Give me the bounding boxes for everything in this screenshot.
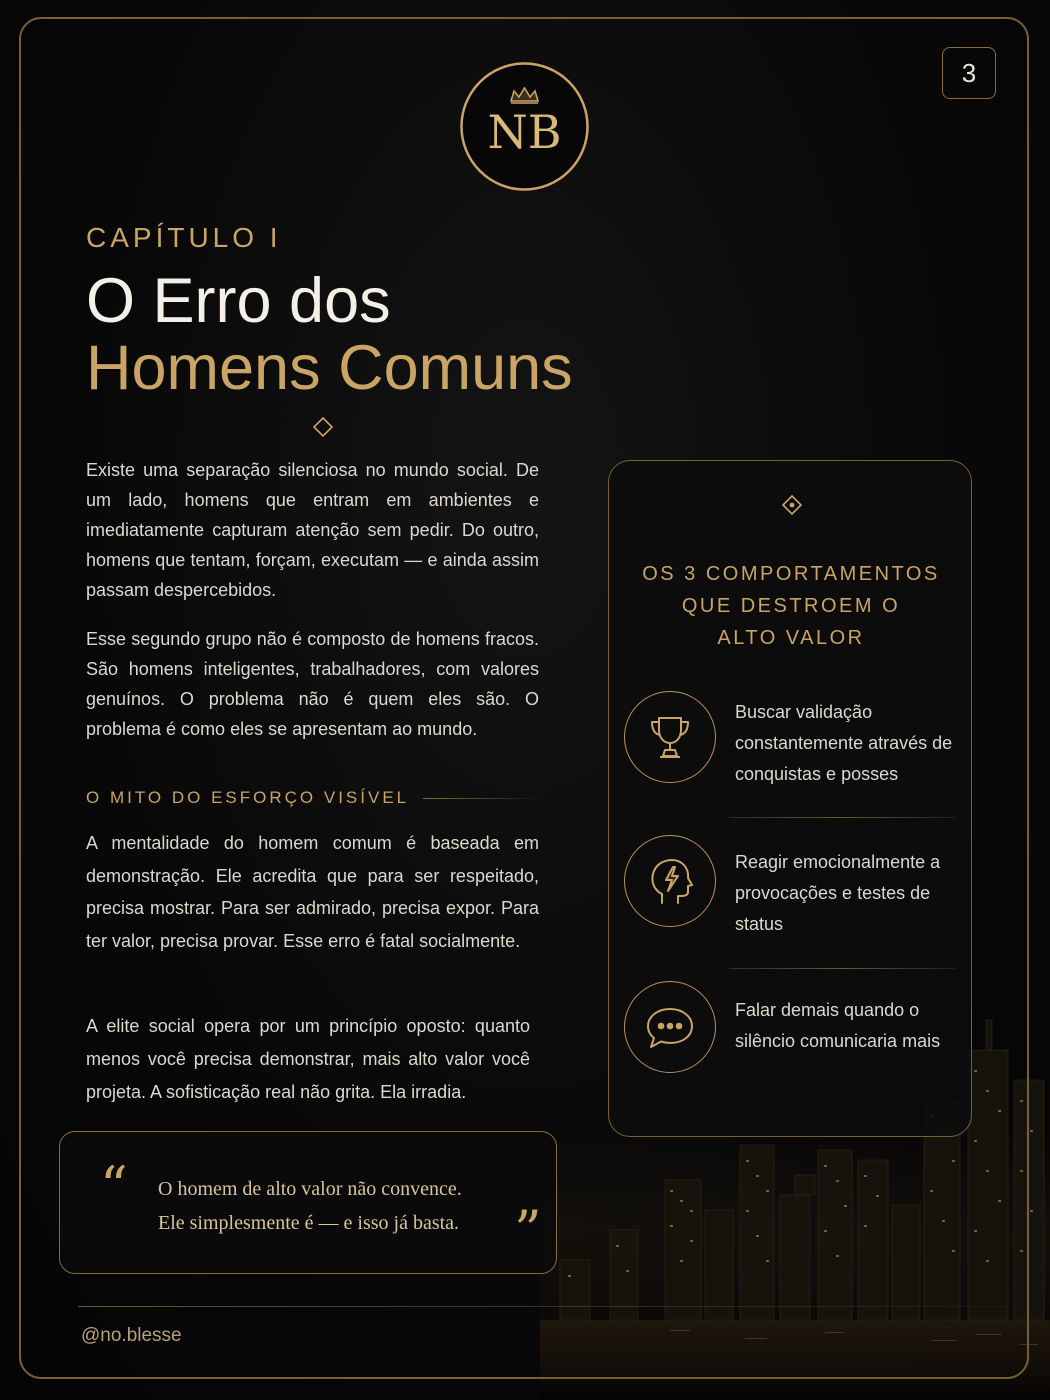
trophy-icon [643, 710, 697, 764]
page-title-line1: O Erro dos [86, 266, 391, 336]
intro-paragraph-1: Existe uma separação silenciosa no mundo social. De um lado, homens que entram em ambientes e imediatamente capturam atenção sem pedir. Do outro, homens que tentam, forçam, executam — e ainda assim passam despercebidos. [86, 460, 539, 600]
sidebar-item-1-text: Buscar validação constantemente através de conquistas e posses [735, 702, 953, 784]
page-title-line2: Homens Comuns [86, 333, 573, 403]
quote-text [158, 1172, 518, 1240]
sidebar-item-1-icon-circle [624, 691, 716, 783]
quote-line-1: O homem de alto valor não convence. [158, 1178, 462, 1200]
close-quote-mark: ” [514, 1199, 542, 1262]
sidebar-item-3-icon-circle [624, 981, 716, 1073]
quote-box [59, 1131, 557, 1274]
sidebar-item-2-text: Reagir emocionalmente a provocações e testes de status [735, 852, 941, 934]
sidebar-card [608, 460, 972, 1137]
sidebar-title-line-2: QUE DESTROEM O [681, 595, 901, 617]
section-paragraph-1: A mentalidade do homem comum é baseada em demonstração. Ele acredita que para ser respeitado, precisa mostrar. Para ser admirado, precisa expor. Para ter valor, precisa provar. Esse erro é fatal socialmente. [86, 833, 539, 951]
sidebar-item-separator [729, 968, 955, 969]
open-quote-mark: “ [100, 1155, 128, 1218]
sidebar-item-separator [729, 817, 955, 818]
speech-bubble-icon [642, 999, 698, 1055]
sidebar-title-line-3: ALTO VALOR [717, 627, 865, 649]
ornament-divider [78, 416, 548, 438]
page-number-badge: 3 [942, 47, 996, 99]
section-heading-line [423, 798, 543, 799]
sidebar-title-line-1: OS 3 COMPORTAMENTOS [642, 563, 940, 585]
quote-line-2: Ele simplesmente é — e isso já basta. [158, 1212, 460, 1234]
section-paragraph-2: A elite social opera por um princípio oposto: quanto menos você precisa demonstrar, mais alto valor você projeta. A sofisticação real não grita. Ela irradia. [86, 1016, 530, 1102]
nb-logo [459, 61, 590, 192]
sidebar-item-3-text: Falar demais quando o silêncio comunicaria mais [735, 1000, 941, 1051]
section-heading-text: O MITO DO ESFORÇO VISÍVEL [86, 788, 410, 807]
chapter-label: CAPÍTULO I [86, 222, 282, 253]
intro-paragraph-2: Esse segundo grupo não é composto de homens fracos. São homens inteligentes, trabalhadores, com valores genuínos. O problema não é quem eles são. O problema é como eles se apresentam ao mundo. [86, 629, 539, 739]
sidebar-title [609, 558, 973, 654]
footer-divider [78, 1306, 1008, 1307]
sidebar-item-2-icon-circle [624, 835, 716, 927]
social-handle: @no.blesse [81, 1325, 182, 1346]
logo-monogram: NB [487, 105, 562, 159]
sidebar-ornament-divider [659, 494, 923, 516]
section-heading [86, 788, 543, 808]
head-lightning-icon [642, 853, 698, 909]
